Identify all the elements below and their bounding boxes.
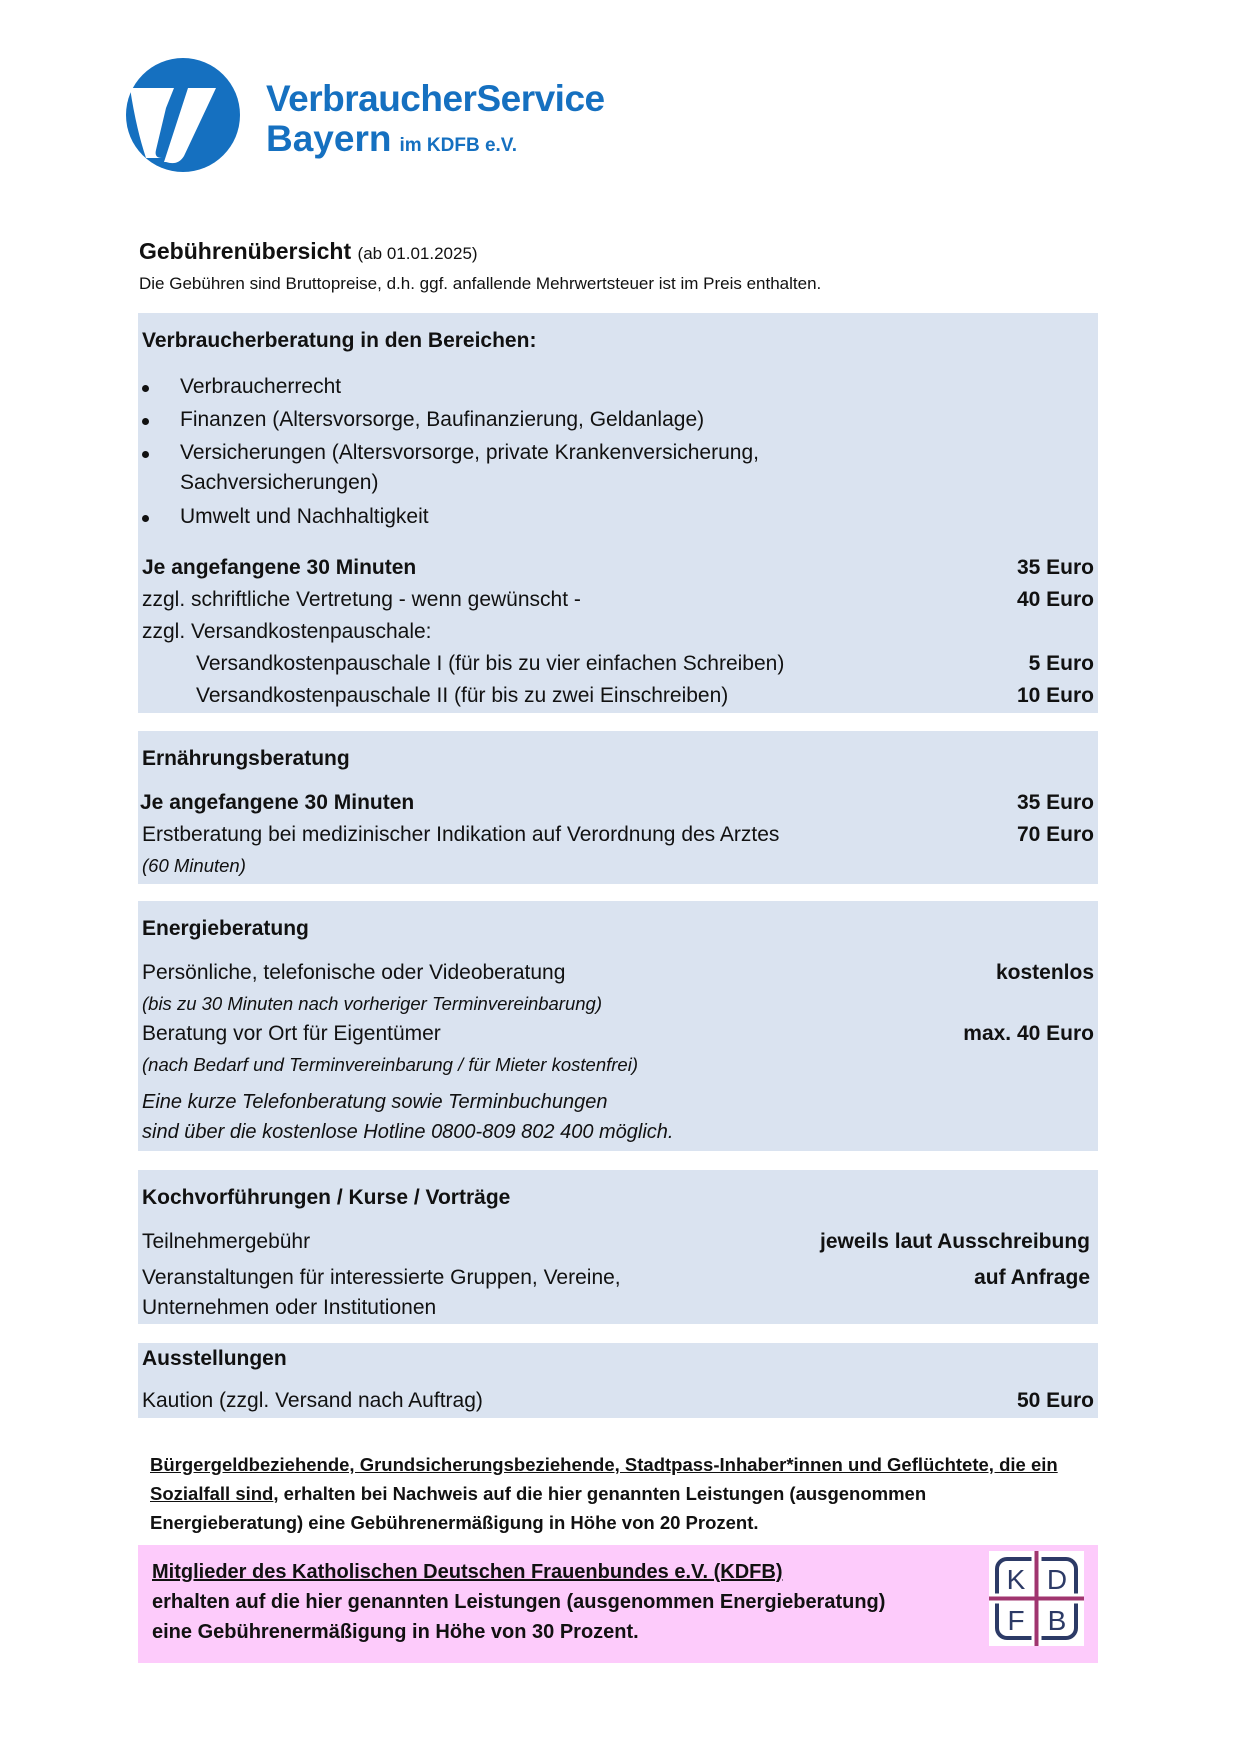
fee-label: Kaution (zzgl. Versand nach Auftrag) [142,1389,483,1412]
fee-label: Je angefangene 30 Minuten [142,556,417,579]
section-title: Ausstellungen [142,1347,287,1370]
list-item-text: Sachversicherungen) [180,471,379,494]
fee-label: Je angefangene 30 Minuten [140,791,415,814]
fee-price: 50 Euro [1016,1389,1094,1412]
fee-label: Unternehmen oder Institutionen [142,1296,437,1319]
fee-label: Teilnehmergebühr [142,1230,311,1253]
fee-price: 10 Euro [1016,684,1094,707]
section-ausstellungen [138,1343,1098,1418]
fee-price: jeweils laut Ausschreibung [820,1230,1090,1253]
fee-price: max. 40 Euro [963,1022,1094,1045]
fee-label: Persönliche, telefonische oder Videoberatung [142,961,566,984]
list-item-text: Finanzen (Altersvorsorge, Baufinanzierung, Geldanlage) [180,408,705,431]
hotline-line2: sind über die kostenlose Hotline 0800-809 802 400 möglich. [142,1121,674,1143]
section-verbraucherberatung [138,313,1098,713]
fee-price: 5 Euro [1028,652,1094,675]
fee-price: 35 Euro [1016,791,1094,814]
section-title: Ernährungsberatung [142,747,350,770]
section-title: Kochvorführungen / Kurse / Vorträge [142,1186,511,1209]
title-text: Gebührenübersicht [139,238,352,264]
section-title: Energieberatung [142,917,309,940]
vsb-logo-mark-icon [126,58,240,172]
fee-label: zzgl. schriftliche Vertretung - wenn gewünscht - [142,588,581,611]
fee-label: zzgl. Versandkostenpauschale: [142,620,432,643]
section-ernaehrungsberatung [138,731,1098,884]
member-note-line3: eine Gebührenermäßigung in Höhe von 30 Prozent. [152,1621,639,1643]
member-note-line2: erhalten auf die hier genannten Leistungen (ausgenommen Energieberatung) [152,1591,886,1613]
kdfb-logo-icon [989,1551,1084,1646]
list-item-text: Umwelt und Nachhaltigkeit [180,505,429,528]
verbraucherservice-logo [126,58,606,178]
fee-label: Versandkostenpauschale I (für bis zu vier einfachen Schreiben) [196,652,785,675]
member-note-line1: Mitglieder des Katholischen Deutschen Frauenbundes e.V. (KDFB) [152,1561,783,1583]
bullet-icon [142,515,149,522]
fee-label: Veranstaltungen für interessierte Gruppen, Vereine, [142,1266,621,1289]
logo-line2 [266,118,517,160]
fee-label: Erstberatung bei medizinischer Indikation auf Verordnung des Arztes [142,823,780,846]
kdfb-letter-d: D [1046,1564,1068,1595]
social-note-rest: , erhalten bei Nachweis auf die hier genannten Leistungen (ausgenommen Energieberatung) eine Gebührenermäßigung in Höhe von 20 Prozent. [150,1483,927,1533]
fee-price: 70 Euro [1016,823,1094,846]
fee-note-text: (nach Bedarf und Terminvereinbarung / für Mieter kostenfrei) [142,1054,638,1075]
fee-price: 40 Euro [1016,588,1094,611]
fee-price: auf Anfrage [974,1266,1090,1289]
kdfb-letter-f: F [1007,1605,1025,1636]
page-title [139,238,478,265]
logo-bayern: Bayern [266,118,392,159]
social-note-underlined: Bürgergeldbeziehende, Grundsicherungsbeziehende, Stadtpass-Inhaber*innen und Geflüchtete, die ein Sozialfall sind [150,1454,1058,1504]
title-date: (ab 01.01.2025) [357,244,478,263]
fee-price: kostenlos [995,961,1094,984]
fee-note-text: (60 Minuten) [142,855,246,876]
section-energieberatung [138,901,1098,1151]
kdfb-letter-k: K [1006,1564,1026,1595]
kdfb-letter-b: B [1047,1605,1067,1636]
social-discount-note [150,1450,1070,1537]
section-kochvorfuehrungen [138,1170,1098,1324]
hotline-line1: Eine kurze Telefonberatung sowie Terminbuchungen [142,1091,608,1113]
logo-line1: VerbraucherService [266,78,605,119]
member-note [152,1557,885,1647]
fee-label: Versandkostenpauschale II (für bis zu zwei Einschreiben) [196,684,729,707]
bullet-icon [142,385,149,392]
fee-price: 35 Euro [1016,556,1094,579]
fee-label: Beratung vor Ort für Eigentümer [142,1022,441,1045]
bullet-icon [142,451,149,458]
fee-note-text: (bis zu 30 Minuten nach vorheriger Terminvereinbarung) [142,993,602,1014]
section-title: Verbraucherberatung in den Bereichen: [142,329,537,352]
list-item-text: Verbraucherrecht [180,375,342,398]
kdfb-logo [989,1551,1084,1646]
page-subtitle: Die Gebühren sind Bruttopreise, d.h. ggf. anfallende Mehrwertsteuer ist im Preis enthalten. [139,274,822,293]
logo-suffix: im KDFB e.V. [399,135,518,156]
list-item-text: Versicherungen (Altersvorsorge, private Krankenversicherung, [180,441,759,464]
bullet-icon [142,418,149,425]
member-discount-box [138,1545,1098,1663]
